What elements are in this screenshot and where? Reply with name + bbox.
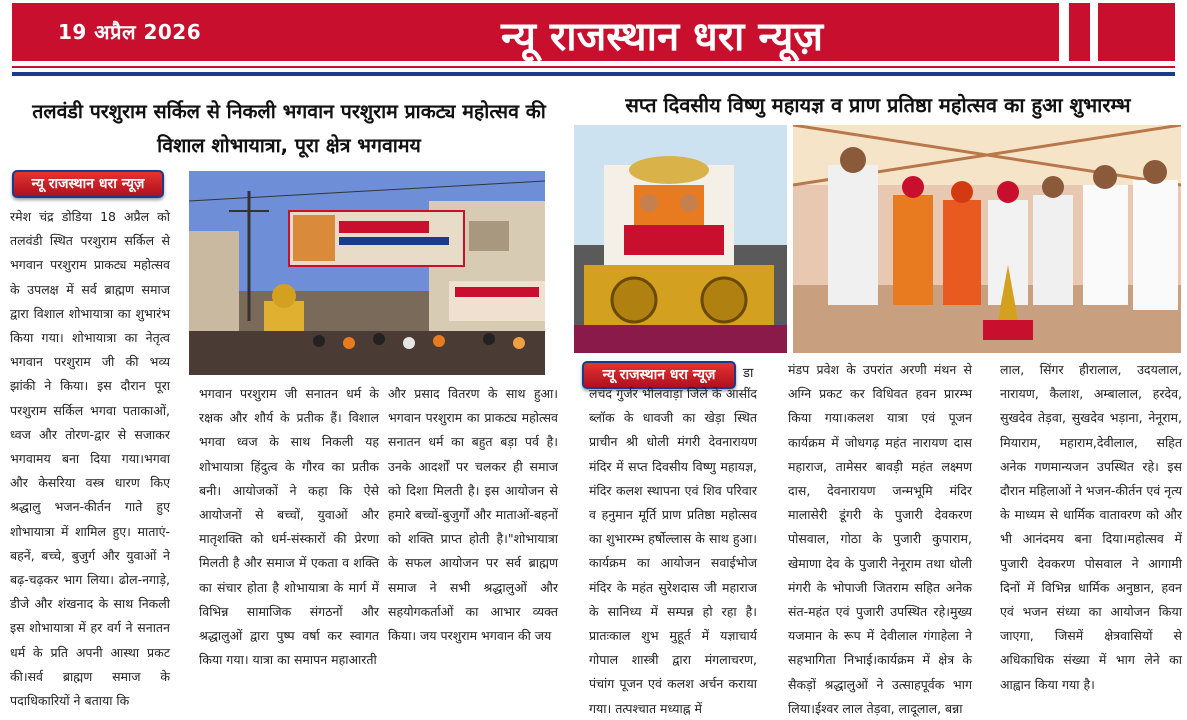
masthead-stripe: [1090, 3, 1098, 61]
yagya-ceremony-photo: [793, 125, 1181, 353]
divider-red: [12, 66, 1175, 68]
divider-blue: [12, 72, 1175, 76]
article1-column-2: भगवान परशुराम जी सनातन धर्म के रक्षक और शौर्य के प्रतीक हैं। विशाल भगवा ध्वज के साथ निकली यह शोभायात्रा हिंदुत्व के गौरव का प्रतीक बनी। आयोजकों ने कहा कि ऐसे आयोजनों से बच्चों, युवाओं और मातृशक्ति को धर्म-संस्कारों की प्रेरणा मिलती है और समाज में एकता व शक्ति का संचार होता है शोभायात्रा के मार्ग में विभिन्न सामाजिक संगठनों और श्रद्धालुओं द्वारा पुष्प वर्षा कर स्वागत किया गया। यात्रा का समापन महाआरती: [199, 386, 379, 668]
article1-headline: तलवंडी परशुराम सर्किल से निकली भगवान परशुराम प्राकट्य महोत्सव की विशाल शोभायात्रा, पूरा क्षेत्र भगवामय: [32, 100, 546, 157]
chariot-photo: [574, 125, 787, 353]
masthead: [12, 3, 1175, 61]
article2-column-1: लचंद गुर्जर भीलवाड़ा जिले के आसींद ब्लॉक के धावजी का खेड़ा स्थित प्राचीन श्री धोली मंगरी देवनारायण मंदिर में सप्त दिवसीय विष्णु महायज्ञ, मंदिर कलश स्थापना एवं शिव परिवार व हनुमान मूर्ति प्राण प्रतिष्ठा महोत्सव का शुभारम्भ हर्षोल्लास के साथ हुआ। कार्यक्रम का आयोजन सवाईभोज मंदिर के महंत सुरेशदास जी महाराज के सानिध्य में सम्पन्न हो रहा है।प्रातःकाल शुभ मुहूर्त में यज्ञाचार्य गोपाल शास्त्री द्वारा मंगलाचरण, पंचांग पूजन एवं कलश अर्चन कराया गया। तत्पश्चात मध्याह्न में: [589, 386, 757, 716]
article2-headline: सप्त दिवसीय विष्णु महायज्ञ व प्राण प्रतिष्ठा महोत्सव का हुआ शुभारम्भ: [625, 93, 1131, 117]
procession-street-photo: [189, 171, 545, 375]
newspaper-title: न्यू राजस्थान धरा न्यूज़: [500, 14, 824, 60]
article2-column-3: लाल, सिंगर हीरालाल, उदयलाल, नारायण, कैलाश, अम्बालाल, हरदेव, सुखदेव तेड़वा, सुखदेव भड़ाना, नेनूराम, मियाराम, महाराम,देवीलाल, सहित अनेक गणमान्यजन उपस्थित रहे। इस दौरान महिलाओं ने भजन-कीर्तन एवं नृत्य के माध्यम से धार्मिक वातावरण को और भी आनंदमय बना दिया।महोत्सव में पुजारी देवकरण पोसवाल ने आगामी दिनों में विभिन्न धार्मिक अनुष्ठान, हवन एवं भजन संध्या का आयोजन किया जाएगा, जिसमें क्षेत्रवासियों से अधिकाधिक संख्या में भाग लेने का आह्वान किया गया है।: [1000, 362, 1182, 692]
article2-column-2: मंडप प्रवेश के उपरांत अरणी मंथन से अग्नि प्रकट कर विधिवत हवन प्रारम्भ किया गया।कलश यात्रा एवं पूजन कार्यक्रम में जोधगढ़ महंत नारायण दास महाराज, तामेसर बावड़ी महंत लक्ष्मण दास, देवनारायण जन्मभूमि मंदिर मालासेरी डूंगरी के पुजारी देवकरण पोसवाल, गोठा के पुजारी कुपाराम, खेमाणा देव के पुजारी नेनूराम तथा धोली मंगरी के भोपाजी जितराम सहित अनेक संत-महंत एवं पुजारी उपस्थित रहे।मुख्य यजमान के रूप में देवीलाल गंगाहेला ने सहभागिता निभाई।कार्यक्रम में क्षेत्र के सैकड़ों श्रद्धालुओं ने उत्साहपूर्वक भाग लिया।ईश्वर लाल तेड़वा, लादूलाल, बन्ना: [788, 362, 972, 716]
article2-dropcap: डा: [743, 366, 754, 381]
article1-column-3: और प्रसाद वितरण के साथ हुआ।भगवान परशुराम का प्राकट्य महोत्सव सनातन धर्म का बहुत बड़ा पर्व है। उनके आदर्शों पर चलकर ही समाज को दिशा मिलती है। इस आयोजन से हमारे बच्चों-बुजुर्गों और माताओं-बहनों को शक्ति प्राप्त होती है।"शोभायात्रा के सफल आयोजन पर सर्व ब्राह्मण समाज ने सभी श्रद्धालुओं और सहयोगकर्ताओं का आभार व्यक्त किया। जय परशुराम भगवान की जय: [388, 386, 558, 644]
masthead-stripe: [1059, 3, 1069, 61]
newspaper-logo: न्यू राजस्थान धरा न्यूज़: [582, 361, 736, 389]
article1-column-1: रमेश चंद्र डोडिया 18 अप्रैल को तलवंडी स्थित परशुराम सर्किल से भगवान परशुराम प्राकट्य महोत्सव के उपलक्ष में सर्व ब्राह्मण समाज द्वारा विशाल शोभायात्रा का शुभारंभ किया गया। शोभायात्रा का नेतृत्व भगवान परशुराम जी की भव्य झांकी ने किया। इस दौरान पूरा परशुराम सर्किल भगवा पताकाओं, ध्वज और तोरण-द्वार से सजाकर भगवामय बना दिया गया।भगवा और केसरिया वस्त्र धारण किए श्रद्धालु भजन-कीर्तन गाते हुए शोभायात्रा में शामिल हुए। माताएं-बहनें, बच्चे, बुजुर्ग और युवाओं ने बढ़-चढ़कर भाग लिया। ढोल-नगाड़े, डीजे और शंखनाद के साथ निकली इस शोभायात्रा में हर वर्ग ने सनातन धर्म के प्रति अपनी आस्था प्रकट की।सर्व ब्राह्मण समाज के पदाधिकारियों ने बताया कि: [10, 209, 170, 709]
issue-date: 19 अप्रैल 2026: [58, 20, 202, 44]
newspaper-logo: न्यू राजस्थान धरा न्यूज़: [12, 170, 164, 198]
